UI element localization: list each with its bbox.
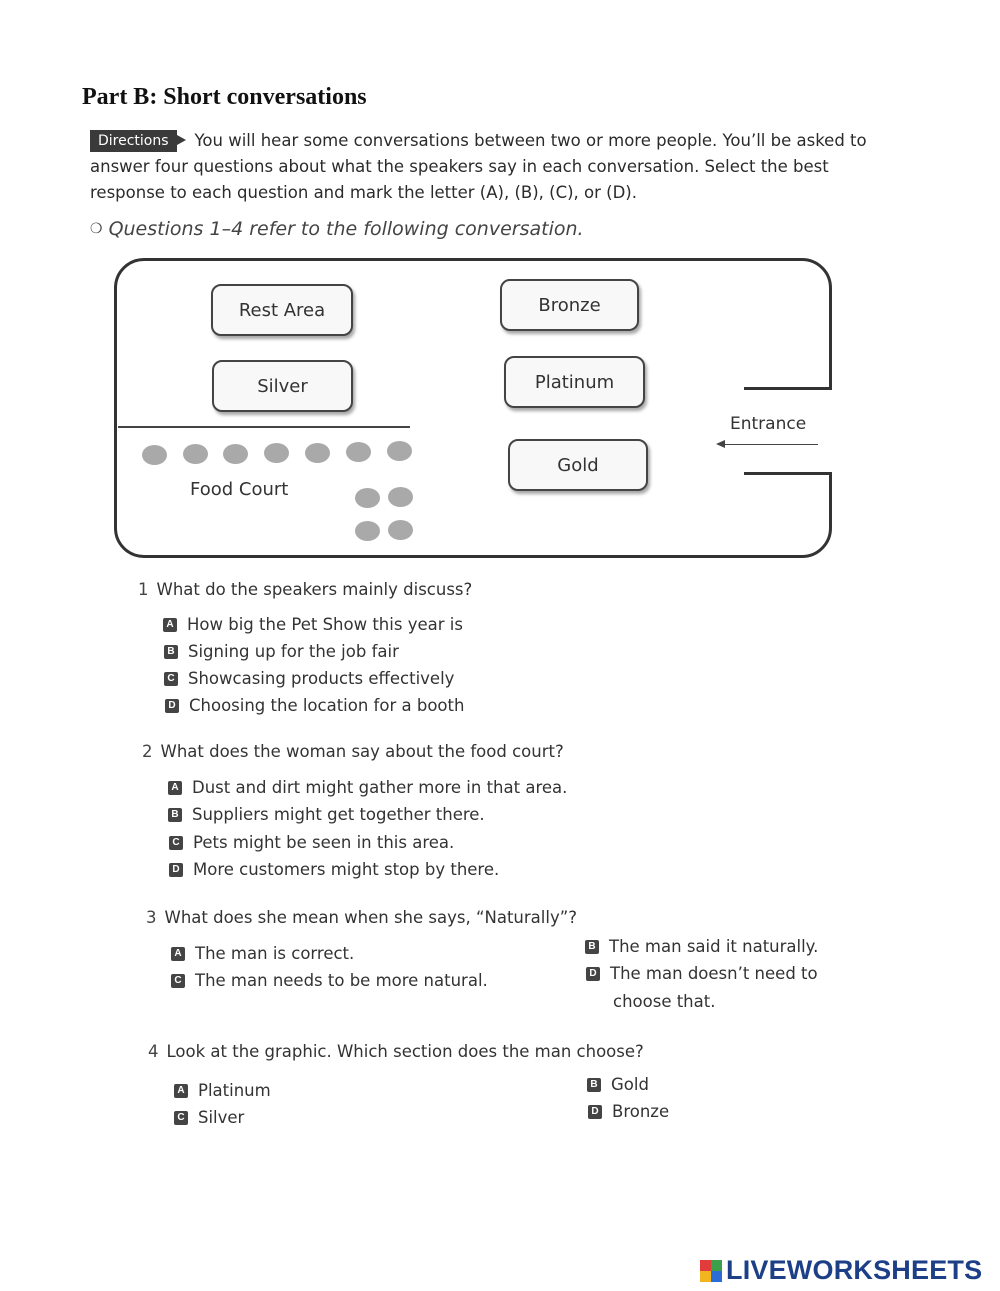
table-dot (346, 442, 371, 462)
q4-option-a[interactable] (174, 1081, 271, 1100)
entrance-wall-bottom (744, 472, 832, 475)
liveworksheets-brand (700, 1255, 982, 1286)
option-text: The man doesn’t need to (610, 964, 818, 983)
logo-square (711, 1260, 722, 1271)
questions-reference-text: Questions 1–4 refer to the following conversation. (108, 218, 584, 240)
option-letter-badge: B (164, 645, 178, 659)
question-text: Look at the graphic. Which section does the man choose? (166, 1042, 644, 1061)
entrance-arrow (722, 444, 818, 445)
table-dot (355, 488, 380, 508)
question-text: What does the woman say about the food court? (160, 742, 564, 761)
option-letter-badge: D (586, 967, 600, 981)
table-dot (183, 444, 208, 464)
section-gold: Gold (508, 439, 648, 491)
option-text: The man is correct. (195, 944, 355, 963)
q3-option-b[interactable] (585, 937, 818, 956)
option-text: More customers might stop by there. (193, 860, 500, 879)
question-number: 2 (142, 742, 153, 761)
option-text: Pets might be seen in this area. (193, 833, 455, 852)
question-text: What do the speakers mainly discuss? (156, 580, 473, 599)
q1-option-b[interactable] (164, 642, 399, 661)
option-text: Dust and dirt might gather more in that area. (192, 778, 568, 797)
option-letter-badge: B (168, 808, 182, 822)
option-text: Showcasing products effectively (188, 669, 455, 688)
q1-option-d[interactable] (165, 696, 464, 715)
q2-option-b[interactable] (168, 805, 485, 824)
brand-name: LIVEWORKSHEETS (726, 1255, 983, 1285)
question-number: 1 (138, 580, 149, 599)
option-letter-badge: D (588, 1105, 602, 1119)
liveworksheets-logo-icon (700, 1260, 722, 1282)
question-number: 4 (148, 1042, 159, 1061)
table-dot (355, 521, 380, 541)
table-dot (264, 443, 289, 463)
logo-square (711, 1271, 722, 1282)
option-letter-badge: B (587, 1078, 601, 1092)
part-title: Part B: Short conversations (82, 84, 367, 110)
table-dot (387, 441, 412, 461)
q4-option-c[interactable] (174, 1108, 244, 1127)
questions-reference (90, 218, 584, 240)
option-letter-badge: A (171, 947, 185, 961)
option-letter-badge: D (169, 863, 183, 877)
option-letter-badge: C (171, 974, 185, 988)
directions-tag: Directions (90, 130, 177, 152)
food-court-divider (118, 426, 410, 428)
section-rest-area: Rest Area (211, 284, 353, 336)
table-dot (388, 520, 413, 540)
option-letter-badge: A (174, 1084, 188, 1098)
option-letter-badge: C (174, 1111, 188, 1125)
directions-block (90, 128, 890, 206)
q2-option-d[interactable] (169, 860, 499, 879)
option-text: Suppliers might get together there. (192, 805, 485, 824)
entrance-gap (822, 388, 836, 474)
q2-option-a[interactable] (168, 778, 567, 797)
directions-text: You will hear some conversations between two or more people. You’ll be asked to answer four questions about what the speakers say in each conversation. Select the best response to each question and mark the letter (A), (B), (C), or (D). (90, 131, 867, 202)
section-platinum: Platinum (504, 356, 645, 408)
arrow-left-icon (716, 440, 725, 448)
option-text: Platinum (198, 1081, 271, 1100)
question-4 (148, 1042, 644, 1061)
option-text: How big the Pet Show this year is (187, 615, 463, 634)
entrance-wall-top (744, 387, 832, 390)
option-letter-badge: A (163, 618, 177, 632)
option-letter-badge: D (165, 699, 179, 713)
option-letter-badge: C (164, 672, 178, 686)
option-text: The man said it naturally. (609, 937, 819, 956)
q4-option-d[interactable] (588, 1102, 669, 1121)
table-dot (223, 444, 248, 464)
q3-option-c[interactable] (171, 971, 488, 990)
q4-option-b[interactable] (587, 1075, 649, 1094)
q3-option-d[interactable] (586, 964, 818, 983)
option-letter-badge: B (585, 940, 599, 954)
logo-square (700, 1260, 711, 1271)
question-1 (138, 580, 472, 599)
option-text: Gold (611, 1075, 649, 1094)
q1-option-a[interactable] (163, 615, 463, 634)
food-court-label: Food Court (190, 479, 289, 500)
option-text: Choosing the location for a booth (189, 696, 465, 715)
option-text: Signing up for the job fair (188, 642, 399, 661)
section-silver: Silver (212, 360, 353, 412)
option-text: The man needs to be more natural. (195, 971, 488, 990)
option-letter-badge: A (168, 781, 182, 795)
question-text: What does she mean when she says, “Naturally”? (164, 908, 578, 927)
option-text: Bronze (612, 1102, 670, 1121)
question-3 (146, 908, 577, 927)
question-number: 3 (146, 908, 157, 927)
q3-option-d-continued: choose that. (613, 992, 716, 1011)
option-letter-badge: C (169, 836, 183, 850)
q3-option-a[interactable] (171, 944, 354, 963)
question-2 (142, 742, 564, 761)
option-text: Silver (198, 1108, 245, 1127)
section-bronze: Bronze (500, 279, 639, 331)
circle-bullet-icon: ❍ (90, 221, 103, 237)
q2-option-c[interactable] (169, 833, 454, 852)
table-dot (305, 443, 330, 463)
q1-option-c[interactable] (164, 669, 454, 688)
logo-square (700, 1271, 711, 1282)
entrance-label: Entrance (730, 414, 807, 434)
table-dot (388, 487, 413, 507)
table-dot (142, 445, 167, 465)
